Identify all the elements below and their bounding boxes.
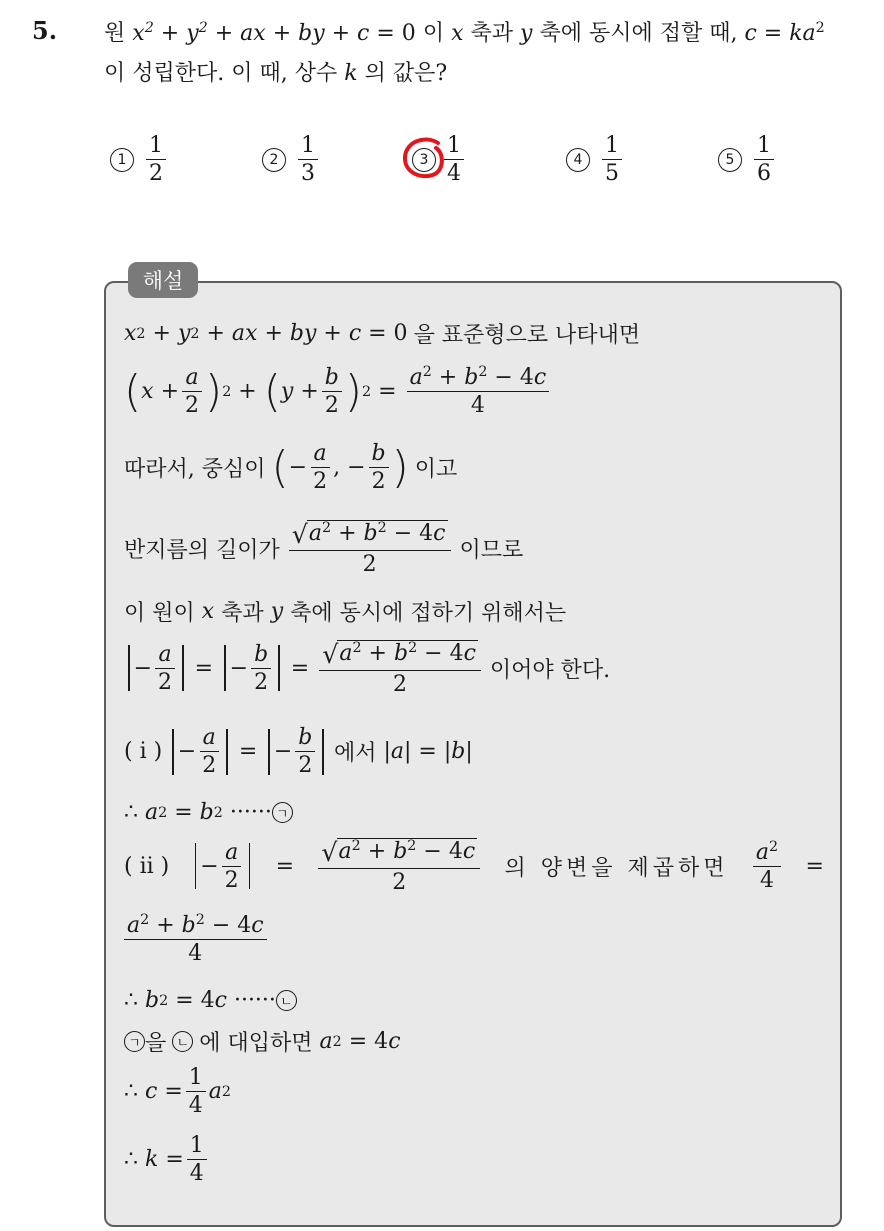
solution-substitute: ㄱ 을 ㄴ 에 대입하면 a 2 = 4 c [124,1026,401,1057]
choice-1[interactable]: 1 $\frac{1}{2}$ [110,134,169,185]
solution-case-2: ( ii ) − $\frac{a}{2}$ = √ $a^2 + b^2 - 4c$ 2 의 양변을 제곱하면 $\frac{a^2}{4}$ = [124,838,824,896]
marker-nieun-icon: ㄴ [172,1031,193,1052]
marker-nieun-icon: ㄴ [276,990,297,1011]
solution-line-6: − $\frac{a}{2}$ = − $\frac{b}{2}$ = √ $a^2 + b^2 - 4c$ 2 이어야 한다. [124,640,610,696]
choice-mark: 2 [262,148,286,172]
marker-giyeok-icon: ㄱ [272,802,293,823]
solution-case-1: ( i ) − $\frac{a}{2}$ = − $\frac{b}{2}$ 에서 | a | = | b | [124,725,473,779]
solution-result-3: ∴ c = $\frac{1}{4}$ a 2 [124,1065,231,1119]
choice-3[interactable]: 3 $\frac{1}{4}$ [412,134,467,185]
solution-line-2: ( x + $\frac{a}{2}$ ) 2 + ( y + $\frac{b}{2}$ ) 2 = $\frac{a^2 + b^2 - 4c}{4}$ [124,366,552,417]
question-line-1: 원 $x^2 + y^2$ + ax + by + c = 0 이 x 축과 y 축에 동시에 접할 때, $c = ka^2$ [104,20,825,46]
solution-tag: 해설 [128,262,198,298]
question-line-2: 이 성립한다. 이 때, 상수 k 의 값은? [104,61,448,86]
choice-mark: 1 [110,148,134,172]
solution-result-1: ∴ a 2 = b 2 ······ ㄱ [124,800,293,825]
choice-4[interactable]: 4 $\frac{1}{5}$ [566,134,625,185]
choice-mark: 3 [412,148,436,172]
answer-circle-icon [398,133,450,185]
choice-mark: 4 [566,148,590,172]
choice-mark: 5 [718,148,742,172]
solution-line-5: 이 원이 x 축과 y 축에 동시에 접하기 위해서는 [124,599,567,626]
solution-line-1: x 2 + y 2 + ax + by + c = 0 을 표준형으로 나타내면 [124,321,641,348]
solution-line-3: 따라서, 중심이 ( − $\frac{a}{2}$ , − $\frac{b}{2}$ ) 이고 [124,441,458,495]
solution-final: ∴ k = $\frac{1}{4}$ [124,1134,210,1185]
choice-2[interactable]: 2 $\frac{1}{3}$ [262,134,321,185]
marker-giyeok-icon: ㄱ [124,1031,145,1052]
choice-5[interactable]: 5 $\frac{1}{6}$ [718,134,777,185]
solution-line-4: 반지름의 길이가 √ $a^2 + b^2 - 4c$ 2 이므로 [124,520,524,578]
solution-case-2-cont: $\frac{a^2 + b^2 - 4c}{4}$ [124,914,270,965]
solution-result-2: ∴ b 2 = 4 c ······ ㄴ [124,988,297,1013]
question-number: 5. [32,16,58,45]
